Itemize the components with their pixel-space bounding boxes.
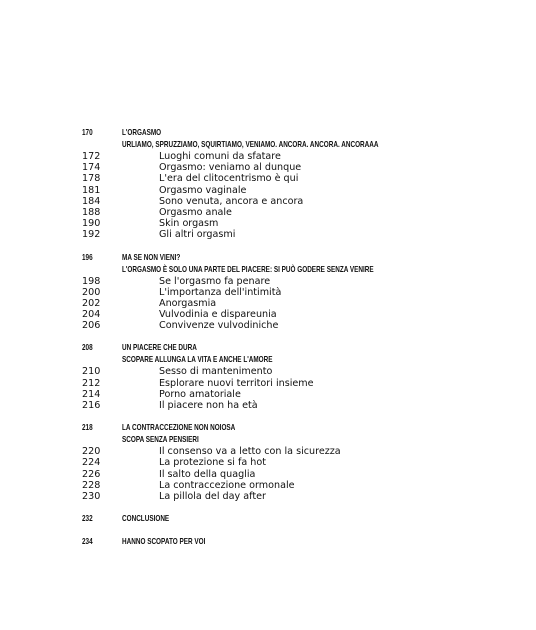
toc-entry <box>82 457 482 468</box>
toc-entry <box>82 378 482 389</box>
section-heading <box>82 342 482 354</box>
toc-section <box>82 127 482 241</box>
toc-section <box>82 513 482 525</box>
section-page-number: 170 <box>82 128 93 137</box>
entry-page-number: 228 <box>82 479 101 491</box>
section-title: L'ORGASMO <box>122 128 162 137</box>
entry-title: Luoghi comuni da sfatare <box>159 151 281 162</box>
entry-title: Gli altri orgasmi <box>159 229 236 241</box>
entry-page-number: 192 <box>82 229 101 241</box>
entry-page-number: 184 <box>82 195 101 207</box>
section-title: UN PIACERE CHE DURA <box>122 343 197 353</box>
entry-page-number: 204 <box>82 309 101 321</box>
entry-page-number: 220 <box>82 446 101 458</box>
section-heading <box>82 127 482 139</box>
entry-title: Anorgasmia <box>159 297 217 309</box>
entry-page-number: 226 <box>82 468 101 480</box>
entry-page-number: 210 <box>82 366 101 378</box>
entry-page-number: 230 <box>82 490 101 502</box>
entry-title: Porno amatoriale <box>159 388 241 400</box>
entry-title: Vulvodinia e dispareunia <box>159 309 277 321</box>
entry-title: Il piacere non ha età <box>159 400 258 411</box>
entry-title: Se l'orgasmo fa penare <box>159 275 271 287</box>
toc-entry <box>82 218 482 229</box>
section-subtitle: L'ORGASMO È SOLO UNA PARTE DEL PIACERE: SI PUÒ GODERE SENZA VENIRE <box>122 264 374 274</box>
toc-entry <box>82 196 482 207</box>
toc-entry <box>82 276 482 287</box>
toc-entry <box>82 185 482 196</box>
section-page-number: 234 <box>82 537 93 547</box>
entry-title: Orgasmo: veniamo al dunque <box>159 162 302 174</box>
section-page-number: 208 <box>82 343 93 353</box>
toc-entry <box>82 480 482 491</box>
entry-page-number: 224 <box>82 457 101 469</box>
entry-title: Il consenso va a letto con la sicurezza <box>159 446 341 458</box>
entry-title: L'importanza dell'intimità <box>159 286 282 298</box>
entry-title: Esplorare nuovi territori insieme <box>159 377 314 389</box>
entry-page-number: 181 <box>82 184 101 196</box>
entry-page-number: 190 <box>82 218 101 230</box>
toc-entry <box>82 162 482 173</box>
toc-entry <box>82 309 482 320</box>
entry-page-number: 188 <box>82 206 101 218</box>
entry-title: La pillola del day after <box>159 490 266 502</box>
entry-page-number: 198 <box>82 275 101 287</box>
entry-title: Convivenze vulvodiniche <box>159 320 279 332</box>
entry-title: L'era del clitocentrismo è qui <box>159 173 299 185</box>
toc-entry <box>82 298 482 309</box>
section-gap <box>82 241 482 252</box>
entry-title: Orgasmo anale <box>159 206 232 218</box>
section-title: HANNO SCOPATO PER VOI <box>122 537 206 547</box>
toc-section <box>82 342 482 411</box>
section-heading <box>82 536 482 548</box>
section-gap <box>82 411 482 422</box>
section-heading <box>82 252 482 264</box>
section-page-number: 218 <box>82 423 93 433</box>
section-subtitle: SCOPARE ALLUNGA LA VITA E ANCHE L'AMORE <box>122 355 273 365</box>
entry-page-number: 200 <box>82 286 101 298</box>
toc-entry <box>82 400 482 411</box>
entry-page-number: 216 <box>82 400 101 411</box>
entry-title: La contraccezione ormonale <box>159 479 295 491</box>
entry-page-number: 212 <box>82 377 101 389</box>
toc-entry <box>82 173 482 184</box>
toc-entry <box>82 229 482 240</box>
section-gap <box>82 331 482 342</box>
section-title: LA CONTRACCEZIONE NON NOIOSA <box>122 423 236 433</box>
section-heading <box>82 513 482 525</box>
entry-title: Skin orgasm <box>159 218 219 230</box>
toc-section <box>82 422 482 502</box>
entry-title: Il salto della quaglia <box>159 468 256 480</box>
toc-section <box>82 252 482 332</box>
table-of-contents <box>82 127 482 548</box>
toc-entry <box>82 320 482 331</box>
entry-page-number: 214 <box>82 388 101 400</box>
toc-entry <box>82 207 482 218</box>
section-page-number: 196 <box>82 252 93 262</box>
entry-page-number: 202 <box>82 297 101 309</box>
entry-page-number: 178 <box>82 173 101 185</box>
entry-page-number: 174 <box>82 162 101 174</box>
section-subtitle: SCOPA SENZA PENSIERI <box>122 435 199 445</box>
section-gap <box>82 502 482 513</box>
toc-entry <box>82 151 482 162</box>
toc-section <box>82 536 482 548</box>
toc-entry <box>82 366 482 377</box>
entry-title: Sesso di mantenimento <box>159 366 273 378</box>
section-gap <box>82 525 482 536</box>
section-heading <box>82 422 482 434</box>
toc-entry <box>82 389 482 400</box>
entry-title: Orgasmo vaginale <box>159 184 247 196</box>
toc-entry <box>82 469 482 480</box>
entry-title: La protezione si fa hot <box>159 457 266 469</box>
section-title: MA SE NON VIENI? <box>122 252 181 262</box>
entry-title: Sono venuta, ancora e ancora <box>159 195 304 207</box>
toc-entry <box>82 287 482 298</box>
entry-page-number: 206 <box>82 320 101 332</box>
section-title: CONCLUSIONE <box>122 514 170 524</box>
entry-page-number: 172 <box>82 151 101 162</box>
toc-entry <box>82 491 482 502</box>
toc-entry <box>82 446 482 457</box>
section-subtitle: URLIAMO, SPRUZZIAMO, SQUIRTIAMO, VENIAMO. ANCORA. ANCORA. ANCORAAA <box>122 140 379 149</box>
section-page-number: 232 <box>82 514 93 524</box>
